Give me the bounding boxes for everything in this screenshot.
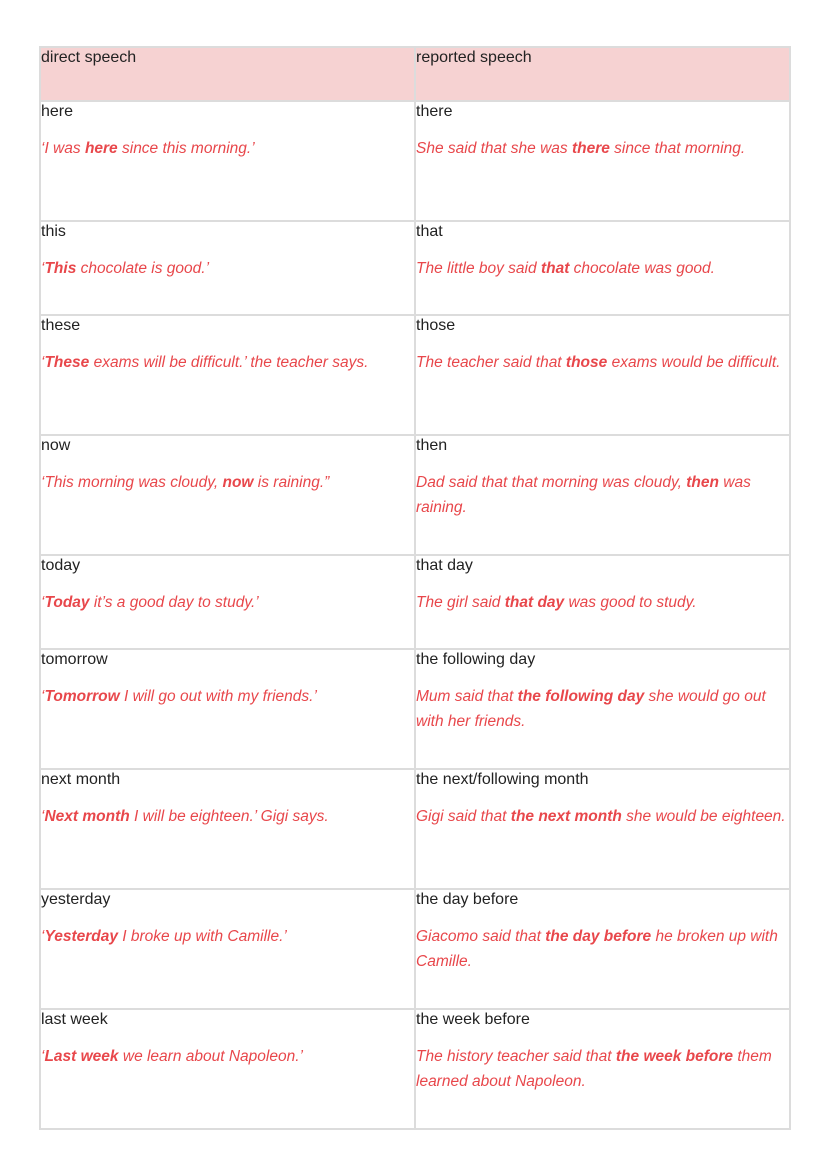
direct-example: ‘Yesterday I broke up with Camille.’ [41, 928, 287, 945]
reported-example: Mum said that the following day she would go out with her friends. [416, 688, 766, 730]
reported-cell [415, 101, 790, 221]
reported-example: Giacomo said that the day before he broken up with Camille. [416, 928, 778, 970]
direct-example: ‘This chocolate is good.’ [41, 260, 210, 277]
reported-term: there [416, 103, 453, 120]
table-header-row [40, 47, 790, 101]
table-row [40, 1009, 790, 1129]
direct-example: ‘This morning was cloudy, now is raining.” [41, 474, 330, 491]
table-row [40, 555, 790, 649]
direct-cell [40, 649, 415, 769]
table-row [40, 649, 790, 769]
reported-term: that day [416, 557, 473, 574]
direct-term: tomorrow [41, 651, 108, 668]
direct-cell [40, 315, 415, 435]
reported-term: the next/following month [416, 771, 589, 788]
table-row [40, 221, 790, 315]
direct-term: here [41, 103, 74, 120]
direct-cell [40, 889, 415, 1009]
reported-cell [415, 649, 790, 769]
direct-term: now [41, 437, 71, 454]
direct-term: next month [41, 771, 121, 788]
reported-term: then [416, 437, 448, 454]
direct-term: yesterday [41, 891, 111, 908]
header-direct-speech: direct speech [40, 47, 415, 101]
reported-cell [415, 889, 790, 1009]
reported-example: She said that she was there since that morning. [416, 140, 746, 157]
direct-cell [40, 769, 415, 889]
header-reported-speech: reported speech [415, 47, 790, 101]
direct-cell [40, 101, 415, 221]
reported-example: Dad said that that morning was cloudy, then was raining. [416, 474, 751, 516]
direct-cell [40, 555, 415, 649]
direct-example: ‘Next month I will be eighteen.’ Gigi says. [41, 808, 329, 825]
direct-example: ‘Today it’s a good day to study.’ [41, 594, 259, 611]
reported-cell [415, 1009, 790, 1129]
direct-cell [40, 221, 415, 315]
reported-cell [415, 769, 790, 889]
reported-example: The girl said that day was good to study. [416, 594, 697, 611]
table-row [40, 101, 790, 221]
reported-cell [415, 221, 790, 315]
direct-example: ‘I was here since this morning.’ [41, 140, 255, 157]
direct-term: last week [41, 1011, 108, 1028]
reported-example: The little boy said that chocolate was good. [416, 260, 715, 277]
table-row [40, 435, 790, 555]
direct-term: these [41, 317, 81, 334]
reported-term: the following day [416, 651, 536, 668]
table-row [40, 315, 790, 435]
reported-example: The teacher said that those exams would be difficult. [416, 354, 781, 371]
reported-cell [415, 555, 790, 649]
reported-cell [415, 435, 790, 555]
reported-term: the week before [416, 1011, 530, 1028]
reported-example: Gigi said that the next month she would be eighteen. [416, 808, 786, 825]
direct-example: ‘Last week we learn about Napoleon.’ [41, 1048, 303, 1065]
table-row [40, 769, 790, 889]
reported-term: the day before [416, 891, 519, 908]
table-row [40, 889, 790, 1009]
speech-table [39, 46, 791, 1130]
direct-example: ‘Tomorrow I will go out with my friends.’ [41, 688, 317, 705]
direct-cell [40, 435, 415, 555]
direct-example: ‘These exams will be difficult.’ the teacher says. [41, 354, 369, 371]
reported-term: that [416, 223, 443, 240]
direct-term: today [41, 557, 81, 574]
reported-cell [415, 315, 790, 435]
direct-term: this [41, 223, 66, 240]
reported-term: those [416, 317, 456, 334]
direct-cell [40, 1009, 415, 1129]
reported-example: The history teacher said that the week before them learned about Napoleon. [416, 1048, 772, 1090]
